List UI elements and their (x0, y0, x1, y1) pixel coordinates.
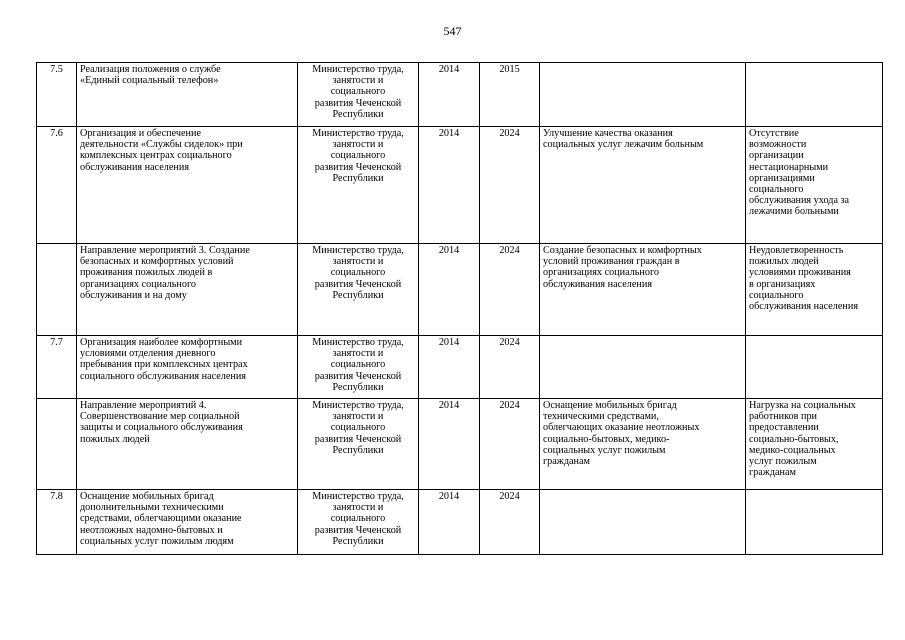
start-year: 2014 (419, 244, 480, 336)
expected-result: Создание безопасных и комфортных условий проживания граждан в организациях социального обслуживания населения (540, 244, 746, 336)
end-year: 2024 (480, 336, 540, 399)
consequence: Отсутствие возможности организации нестационарными организациями социального обслуживания ухода за лежачими больными (746, 127, 883, 244)
end-year: 2024 (480, 399, 540, 490)
row-number: 7.5 (37, 63, 77, 127)
executor: Министерство труда, занятости и социального развития Чеченской Республики (298, 127, 419, 244)
measures-table (36, 62, 883, 555)
start-year: 2014 (419, 399, 480, 490)
row-number (37, 399, 77, 490)
end-year: 2024 (480, 490, 540, 555)
row-number (37, 244, 77, 336)
consequence (746, 63, 883, 127)
table-row (37, 63, 883, 127)
expected-result (540, 336, 746, 399)
row-number: 7.7 (37, 336, 77, 399)
expected-result: Оснащение мобильных бригад техническими средствами, облегчающих оказание неотложных социально-бытовых, медико- социальных услуг пожилым гражданам (540, 399, 746, 490)
measure-name: Реализация положения о службе «Единый социальный телефон» (77, 63, 298, 127)
consequence (746, 490, 883, 555)
expected-result: Улучшение качества оказания социальных услуг лежачим больным (540, 127, 746, 244)
executor: Министерство труда, занятости и социального развития Чеченской Республики (298, 336, 419, 399)
measure-name: Организация наиболее комфортными условиями отделения дневного пребывания при комплексных центрах социального обслуживания населения (77, 336, 298, 399)
page-number: 547 (443, 24, 462, 38)
consequence: Неудовлетворенность пожилых людей условиями проживания в организациях социального обслуживания населения (746, 244, 883, 336)
table-row (37, 490, 883, 555)
table-row (37, 127, 883, 244)
measure-name: Организация и обеспечение деятельности «Службы сиделок» при комплексных центрах социального обслуживания населения (77, 127, 298, 244)
end-year: 2015 (480, 63, 540, 127)
table-row (37, 399, 883, 490)
row-number: 7.8 (37, 490, 77, 555)
end-year: 2024 (480, 127, 540, 244)
executor: Министерство труда, занятости и социального развития Чеченской Республики (298, 490, 419, 555)
consequence (746, 336, 883, 399)
measure-name: Оснащение мобильных бригад дополнительными техническими средствами, облегчающими оказание неотложных надомно-бытовых и социальных услуг пожилым людям (77, 490, 298, 555)
consequence: Нагрузка на социальных работников при предоставлении социально-бытовых, медико-социальных услуг пожилым гражданам (746, 399, 883, 490)
row-number: 7.6 (37, 127, 77, 244)
end-year: 2024 (480, 244, 540, 336)
table-row (37, 244, 883, 336)
table-row (37, 336, 883, 399)
executor: Министерство труда, занятости и социального развития Чеченской Республики (298, 244, 419, 336)
measure-name: Направление мероприятий 3. Создание безопасных и комфортных условий проживания пожилых людей в организациях социального обслуживания и на дому (77, 244, 298, 336)
executor: Министерство труда, занятости и социального развития Чеченской Республики (298, 399, 419, 490)
executor: Министерство труда, занятости и социального развития Чеченской Республики (298, 63, 419, 127)
expected-result (540, 490, 746, 555)
start-year: 2014 (419, 127, 480, 244)
expected-result (540, 63, 746, 127)
start-year: 2014 (419, 490, 480, 555)
start-year: 2014 (419, 336, 480, 399)
measure-name: Направление мероприятий 4. Совершенствование мер социальной защиты и социального обслуживания пожилых людей (77, 399, 298, 490)
start-year: 2014 (419, 63, 480, 127)
